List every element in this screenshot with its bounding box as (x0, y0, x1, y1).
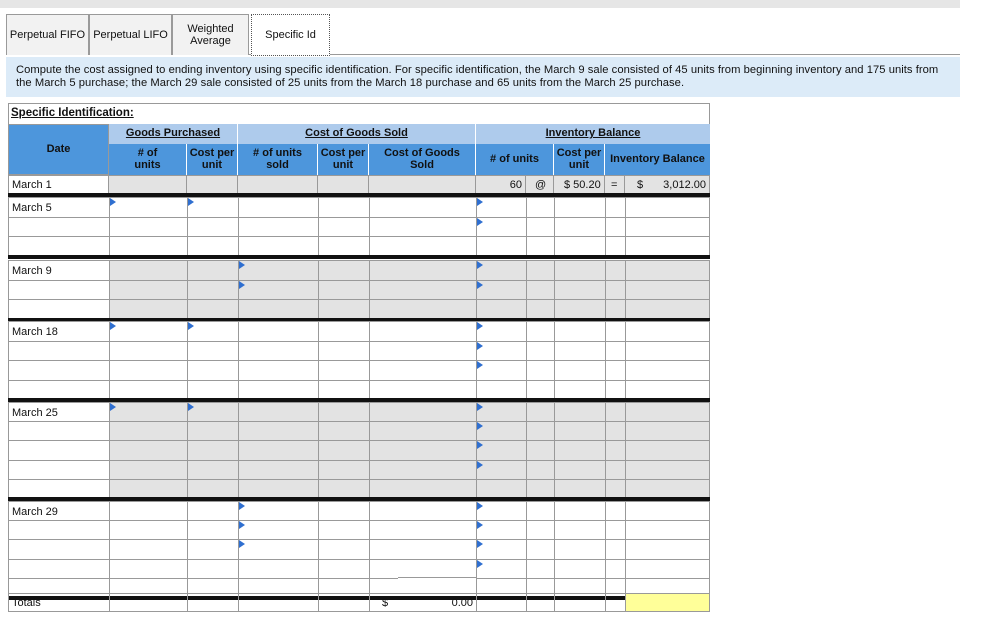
dropdown-indicator-icon[interactable] (477, 540, 483, 548)
entry-cell[interactable] (369, 197, 476, 217)
entry-cell[interactable] (238, 299, 318, 319)
tab-bar (6, 14, 960, 55)
totals-cogs-value: 0.00 (451, 597, 473, 609)
entry-cell[interactable] (605, 217, 625, 237)
totals-cell (476, 593, 526, 612)
dropdown-indicator-icon[interactable] (477, 218, 483, 226)
table-row (8, 175, 710, 194)
entry-cell[interactable] (625, 321, 710, 341)
top-bar (0, 0, 960, 8)
entry-cell[interactable] (318, 559, 369, 578)
entry-cell[interactable] (554, 520, 605, 539)
entry-cell[interactable] (318, 421, 369, 440)
date-cell (8, 440, 109, 459)
date-cell (8, 176, 109, 194)
entry-cell[interactable] (605, 559, 625, 578)
entry-cell[interactable] (109, 299, 187, 319)
entry-cell[interactable] (238, 460, 318, 479)
date-cell (8, 341, 109, 361)
date-label: March 5 (12, 202, 52, 214)
entry-cell[interactable] (369, 520, 476, 539)
header-cogs-total: Cost of Goods Sold (369, 144, 476, 175)
entry-cell[interactable] (318, 380, 369, 400)
date-cell (8, 217, 109, 237)
dropdown-indicator-icon[interactable] (239, 540, 245, 548)
entry-cell[interactable] (554, 217, 605, 237)
date-label: March 18 (12, 326, 58, 338)
entry-cell[interactable] (625, 299, 710, 319)
entry-cell[interactable] (187, 341, 238, 361)
entry-cell[interactable] (554, 402, 605, 421)
section-title: Specific Identification: (8, 103, 710, 124)
entry-cell[interactable] (476, 321, 526, 341)
totals-label-cell (8, 593, 109, 612)
entry-cell[interactable] (476, 197, 526, 217)
header-date: Date (8, 124, 109, 175)
entry-cell[interactable] (554, 479, 605, 498)
entry-cell[interactable] (605, 299, 625, 319)
dropdown-indicator-icon[interactable] (477, 322, 483, 330)
entry-cell[interactable] (476, 260, 526, 280)
date-label: March 1 (12, 179, 52, 191)
entry-cell[interactable] (238, 260, 318, 280)
entry-cell[interactable] (369, 360, 476, 380)
entry-cell[interactable] (526, 520, 554, 539)
entry-cell[interactable] (605, 280, 625, 300)
entry-cell[interactable] (605, 360, 625, 380)
entry-cell[interactable] (187, 280, 238, 300)
dollar-sign: $ (382, 597, 389, 609)
dropdown-indicator-icon[interactable] (239, 521, 245, 529)
entry-cell[interactable] (369, 280, 476, 300)
entry-cell[interactable] (605, 380, 625, 400)
entry-cell[interactable] (318, 520, 369, 539)
entry-cell[interactable] (526, 341, 554, 361)
entry-cell[interactable] (554, 559, 605, 578)
date-cell (8, 520, 109, 539)
entry-cell[interactable] (476, 280, 526, 300)
entry-cell[interactable] (476, 341, 526, 361)
entry-cell[interactable] (554, 321, 605, 341)
totals-cell (369, 593, 476, 612)
header-gp-units: # of units (109, 144, 187, 175)
entry-cell[interactable] (109, 217, 187, 237)
entry-cell[interactable] (109, 479, 187, 498)
entry-cell[interactable] (554, 501, 605, 520)
entry-cell[interactable] (625, 217, 710, 237)
entry-cell[interactable] (187, 380, 238, 400)
entry-cell[interactable] (238, 360, 318, 380)
entry-cell[interactable] (605, 460, 625, 479)
tab-perpetual-fifo[interactable]: Perpetual FIFO (6, 14, 89, 55)
entry-cell[interactable] (238, 479, 318, 498)
gp-units-cell (109, 176, 187, 194)
entry-cell[interactable] (526, 197, 554, 217)
entry-cell[interactable] (625, 559, 710, 578)
entry-cell[interactable] (238, 440, 318, 459)
entry-cell[interactable] (625, 360, 710, 380)
totals-cell (109, 593, 187, 612)
header-goods-purchased: Goods Purchased (109, 124, 238, 144)
dropdown-indicator-icon[interactable] (110, 198, 116, 206)
date-label: March 29 (12, 506, 58, 518)
totals-inventory-cell[interactable] (625, 593, 710, 612)
entry-cell[interactable] (369, 559, 476, 578)
eq-cell (605, 176, 625, 194)
entry-cell[interactable] (109, 460, 187, 479)
entry-cell[interactable] (476, 421, 526, 440)
entry-cell[interactable] (109, 321, 187, 341)
entry-cell[interactable] (109, 539, 187, 558)
entry-cell[interactable] (238, 501, 318, 520)
entry-cell[interactable] (605, 539, 625, 558)
entry-cell[interactable] (369, 299, 476, 319)
entry-cell[interactable] (554, 236, 605, 256)
entry-cell[interactable] (605, 197, 625, 217)
entry-cell[interactable] (109, 440, 187, 459)
entry-cell[interactable] (369, 539, 476, 558)
entry-cell[interactable] (554, 341, 605, 361)
entry-cell[interactable] (109, 501, 187, 520)
entry-cell[interactable] (318, 402, 369, 421)
dropdown-indicator-icon[interactable] (477, 560, 483, 568)
dropdown-indicator-icon[interactable] (239, 261, 245, 269)
ib-cost-cell (554, 176, 605, 194)
entry-cell[interactable] (109, 559, 187, 578)
entry-cell[interactable] (526, 440, 554, 459)
date-cell (8, 559, 109, 578)
entry-cell[interactable] (554, 360, 605, 380)
totals-label: Totals (12, 597, 41, 609)
entry-cell[interactable] (369, 440, 476, 459)
entry-cell[interactable] (625, 236, 710, 256)
dropdown-indicator-icon[interactable] (239, 502, 245, 510)
entry-cell[interactable] (369, 460, 476, 479)
entry-cell[interactable] (526, 360, 554, 380)
entry-cell[interactable] (476, 217, 526, 237)
entry-cell[interactable] (109, 360, 187, 380)
entry-cell[interactable] (554, 299, 605, 319)
entry-cell[interactable] (109, 402, 187, 421)
entry-cell[interactable] (476, 559, 526, 578)
ib-total-cell (625, 176, 710, 194)
entry-cell[interactable] (187, 501, 238, 520)
date-cell (8, 460, 109, 479)
entry-cell[interactable] (605, 341, 625, 361)
entry-cell[interactable] (369, 479, 476, 498)
entry-cell[interactable] (605, 321, 625, 341)
totals-cell (318, 593, 369, 612)
header-cogs-cost: Cost per unit (318, 144, 369, 175)
ib-units-cell (476, 176, 526, 194)
entry-cell[interactable] (187, 260, 238, 280)
entry-cell[interactable] (238, 197, 318, 217)
entry-cell[interactable] (318, 299, 369, 319)
entry-cell[interactable] (318, 360, 369, 380)
entry-cell[interactable] (526, 280, 554, 300)
entry-cell[interactable] (605, 479, 625, 498)
entry-cell[interactable] (238, 217, 318, 237)
entry-cell[interactable] (526, 380, 554, 400)
entry-cell[interactable] (625, 460, 710, 479)
date-cell (8, 299, 109, 319)
entry-cell[interactable] (369, 501, 476, 520)
dropdown-indicator-icon[interactable] (188, 322, 194, 330)
entry-cell[interactable] (187, 479, 238, 498)
entry-cell[interactable] (318, 217, 369, 237)
cogs-cost-cell (318, 176, 369, 194)
row-divider (8, 255, 710, 259)
entry-cell[interactable] (318, 197, 369, 217)
entry-cell[interactable] (318, 341, 369, 361)
entry-cell[interactable] (625, 280, 710, 300)
dropdown-indicator-icon[interactable] (477, 281, 483, 289)
entry-cell[interactable] (554, 260, 605, 280)
entry-cell[interactable] (554, 539, 605, 558)
entry-cell[interactable] (625, 520, 710, 539)
header-cogs: Cost of Goods Sold (238, 124, 476, 144)
entry-cell[interactable] (369, 421, 476, 440)
entry-cell[interactable] (476, 440, 526, 459)
date-label: March 9 (12, 265, 52, 277)
totals-cell (605, 593, 625, 612)
ib-cost-value: $ 50.20 (564, 179, 601, 191)
dropdown-indicator-icon[interactable] (477, 422, 483, 430)
entry-cell[interactable] (318, 440, 369, 459)
dropdown-indicator-icon[interactable] (239, 281, 245, 289)
entry-cell[interactable] (238, 380, 318, 400)
totals-cell (554, 593, 605, 612)
entry-cell[interactable] (238, 559, 318, 578)
entry-cell[interactable] (238, 520, 318, 539)
entry-cell[interactable] (318, 460, 369, 479)
entry-cell[interactable] (625, 501, 710, 520)
cogs-total-cell (369, 176, 476, 194)
entry-cell[interactable] (476, 236, 526, 256)
date-cell (8, 236, 109, 256)
entry-cell[interactable] (526, 421, 554, 440)
entry-cell[interactable] (625, 380, 710, 400)
date-cell (8, 539, 109, 558)
entry-cell[interactable] (109, 260, 187, 280)
dropdown-indicator-icon[interactable] (110, 322, 116, 330)
entry-cell[interactable] (238, 341, 318, 361)
ib-total-value: 3,012.00 (663, 179, 706, 191)
date-cell (8, 260, 109, 280)
entry-cell[interactable] (238, 421, 318, 440)
entry-cell[interactable] (554, 280, 605, 300)
entry-cell[interactable] (526, 539, 554, 558)
entry-cell[interactable] (476, 460, 526, 479)
entry-cell[interactable] (526, 299, 554, 319)
entry-cell[interactable] (187, 217, 238, 237)
entry-cell[interactable] (605, 440, 625, 459)
entry-cell[interactable] (476, 380, 526, 400)
cogs-subtotal-line (398, 577, 476, 593)
entry-cell[interactable] (476, 520, 526, 539)
dropdown-indicator-icon[interactable] (477, 342, 483, 350)
equals-symbol: = (611, 179, 618, 191)
instruction-text: Compute the cost assigned to ending inventory using specific identification. For specific identification, the March 9 sale consisted of 45 units from beginning inventory and 175 units from the March 5 purchase; the March 29 sale consisted of 25 units from the March 18 purchase and 65 units from the March 25 purchase. (6, 57, 960, 97)
entry-cell[interactable] (187, 360, 238, 380)
entry-cell[interactable] (526, 501, 554, 520)
entry-cell[interactable] (605, 236, 625, 256)
dropdown-indicator-icon[interactable] (110, 403, 116, 411)
dropdown-indicator-icon[interactable] (188, 403, 194, 411)
totals-cell (238, 593, 318, 612)
entry-cell[interactable] (187, 402, 238, 421)
entry-cell[interactable] (109, 280, 187, 300)
date-cell (8, 380, 109, 400)
entry-cell[interactable] (526, 559, 554, 578)
entry-cell[interactable] (526, 236, 554, 256)
totals-cell (526, 593, 554, 612)
entry-cell[interactable] (625, 402, 710, 421)
entry-cell[interactable] (187, 299, 238, 319)
entry-cell[interactable] (238, 236, 318, 256)
entry-cell[interactable] (526, 260, 554, 280)
date-label: March 25 (12, 407, 58, 419)
entry-cell[interactable] (526, 321, 554, 341)
date-cell (8, 402, 109, 421)
entry-cell[interactable] (369, 380, 476, 400)
entry-cell[interactable] (476, 402, 526, 421)
entry-cell[interactable] (526, 479, 554, 498)
entry-cell[interactable] (476, 501, 526, 520)
entry-cell[interactable] (318, 501, 369, 520)
entry-cell[interactable] (476, 299, 526, 319)
entry-cell[interactable] (625, 440, 710, 459)
entry-cell[interactable] (605, 402, 625, 421)
entry-cell[interactable] (625, 539, 710, 558)
dropdown-indicator-icon[interactable] (477, 361, 483, 369)
entry-cell[interactable] (238, 280, 318, 300)
entry-cell[interactable] (625, 260, 710, 280)
entry-cell[interactable] (554, 197, 605, 217)
date-cell (8, 197, 109, 217)
entry-cell[interactable] (238, 402, 318, 421)
entry-cell[interactable] (369, 341, 476, 361)
entry-cell[interactable] (109, 421, 187, 440)
dollar-sign: $ (637, 179, 644, 191)
entry-cell[interactable] (625, 341, 710, 361)
entry-cell[interactable] (605, 520, 625, 539)
entry-cell[interactable] (369, 236, 476, 256)
entry-cell[interactable] (625, 479, 710, 498)
date-cell (8, 421, 109, 440)
header-gp-cost: Cost per unit (187, 144, 238, 175)
cogs-units-cell (238, 176, 318, 194)
entry-cell[interactable] (187, 321, 238, 341)
dropdown-indicator-icon[interactable] (477, 261, 483, 269)
entry-cell[interactable] (187, 440, 238, 459)
entry-cell[interactable] (526, 402, 554, 421)
entry-cell[interactable] (187, 460, 238, 479)
entry-cell[interactable] (554, 460, 605, 479)
dropdown-indicator-icon[interactable] (477, 441, 483, 449)
header-ib-total: Inventory Balance (605, 144, 710, 175)
entry-cell[interactable] (605, 421, 625, 440)
entry-cell[interactable] (318, 479, 369, 498)
entry-cell[interactable] (369, 260, 476, 280)
entry-cell[interactable] (476, 360, 526, 380)
date-cell (8, 321, 109, 341)
entry-cell[interactable] (476, 539, 526, 558)
entry-cell[interactable] (476, 479, 526, 498)
entry-cell[interactable] (554, 380, 605, 400)
entry-cell[interactable] (187, 236, 238, 256)
entry-cell[interactable] (318, 539, 369, 558)
header-ib-units: # of units (476, 144, 554, 175)
header-cogs-units: # of units sold (238, 144, 318, 175)
entry-cell[interactable] (109, 341, 187, 361)
entry-cell[interactable] (369, 321, 476, 341)
entry-cell[interactable] (625, 197, 710, 217)
entry-cell[interactable] (318, 260, 369, 280)
dropdown-indicator-icon[interactable] (188, 198, 194, 206)
date-cell (8, 501, 109, 520)
entry-cell[interactable] (238, 539, 318, 558)
entry-cell[interactable] (109, 380, 187, 400)
dropdown-indicator-icon[interactable] (477, 403, 483, 411)
entry-cell[interactable] (109, 520, 187, 539)
tab-perpetual-lifo[interactable]: Perpetual LIFO (89, 14, 172, 55)
entry-cell[interactable] (526, 217, 554, 237)
entry-cell[interactable] (605, 501, 625, 520)
date-cell (8, 280, 109, 300)
tab-weighted-average[interactable]: Weighted Average (172, 14, 249, 55)
ib-units-value: 60 (509, 179, 522, 191)
header-inventory-balance: Inventory Balance (476, 124, 710, 144)
entry-cell[interactable] (187, 197, 238, 217)
entry-cell[interactable] (369, 217, 476, 237)
entry-cell[interactable] (318, 236, 369, 256)
entry-cell[interactable] (109, 197, 187, 217)
dropdown-indicator-icon[interactable] (477, 502, 483, 510)
entry-cell[interactable] (526, 460, 554, 479)
at-symbol: @ (535, 179, 547, 191)
entry-cell[interactable] (187, 520, 238, 539)
entry-cell[interactable] (605, 260, 625, 280)
entry-cell[interactable] (318, 321, 369, 341)
gp-cost-cell (187, 176, 238, 194)
totals-cell (187, 593, 238, 612)
entry-cell[interactable] (318, 280, 369, 300)
entry-cell[interactable] (554, 440, 605, 459)
entry-cell[interactable] (554, 421, 605, 440)
dropdown-indicator-icon[interactable] (477, 198, 483, 206)
entry-cell[interactable] (625, 421, 710, 440)
dropdown-indicator-icon[interactable] (477, 461, 483, 469)
entry-cell[interactable] (238, 321, 318, 341)
entry-cell[interactable] (187, 559, 238, 578)
date-cell (8, 479, 109, 498)
date-cell (8, 360, 109, 380)
entry-cell[interactable] (369, 402, 476, 421)
entry-cell[interactable] (109, 236, 187, 256)
tab-specific-id[interactable]: Specific Id (251, 14, 330, 56)
entry-cell[interactable] (187, 421, 238, 440)
entry-cell[interactable] (187, 539, 238, 558)
header-ib-cost: Cost per unit (554, 144, 605, 175)
dropdown-indicator-icon[interactable] (477, 521, 483, 529)
at-cell (526, 176, 554, 194)
